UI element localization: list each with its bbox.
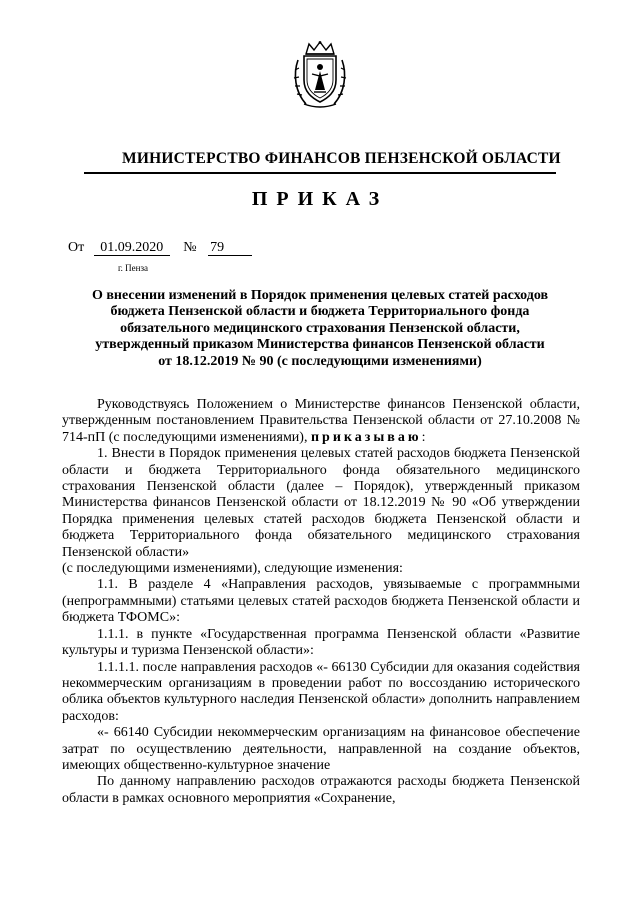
order-city: г. Пенза: [118, 263, 149, 273]
order-number-label: №: [183, 240, 197, 255]
header-divider: [84, 172, 556, 174]
heading-line: бюджета Пензенской области и бюджета Территориального фонда: [110, 304, 530, 320]
paragraph-item-1-1: 1.1. В разделе 4 «Направления расходов, увязываемые с программными (непрограммными) статьями целевых статей расходов бюджета Пензенской области и бюджета ТФОМС»:: [62, 577, 580, 626]
coat-of-arms-icon: [292, 40, 348, 110]
order-body: [62, 397, 580, 807]
paragraph-continuation: По данному направлению расходов отражаются расходы бюджета Пензенской области в рамках основного мероприятия «Сохранение,: [62, 774, 580, 806]
paragraph-item-1-1-1-1: 1.1.1.1. после направления расходов «- 66130 Субсидии для оказания содействия некоммерческим организациям в проведении работ по воссозданию исторического облика объектов культурного наследия Пензенской области» дополнить направлением расходов:: [62, 659, 580, 724]
heading-line: обязательного медицинского страхования Пензенской области,: [120, 320, 520, 336]
order-from-label: От: [68, 240, 85, 255]
heading-line: О внесении изменений в Порядок применения целевых статей расходов: [91, 288, 549, 303]
preamble-end: :: [421, 429, 426, 445]
document-title: ПРИКАЗ: [251, 188, 389, 210]
order-date: 01.09.2020: [94, 240, 170, 256]
order-heading: [60, 288, 580, 370]
order-number: 79: [208, 240, 252, 256]
paragraph-item-1: 1. Внести в Порядок применения целевых статей расходов бюджета Пензенской области и бюджета Территориального фонда обязательного медицинского страхования Пензенской области (далее – Порядок), утвержденный приказом Министерства финансов Пензенской области от 18.12.2019 № 90 «Об утверждении Порядка применения целевых статей расходов бюджета Пензенской области и бюджета Территориального фонда обязательного медицинского страхования Пензенской области»: [62, 446, 580, 560]
paragraph-quote: «- 66140 Субсидии некоммерческим организациям на финансовое обеспечение затрат по осуществлению деятельности, направленной на создание объектов, имеющих общественно-культурное значение: [62, 725, 580, 773]
ministry-name: МИНИСТЕРСТВО ФИНАНСОВ ПЕНЗЕНСКОЙ ОБЛАСТИ: [122, 150, 561, 167]
heading-line: от 18.12.2019 № 90 (с последующими изменениями): [158, 353, 482, 369]
order-word: приказываю: [310, 429, 422, 445]
paragraph-preamble: [62, 397, 580, 446]
order-meta: [68, 240, 252, 256]
preamble-text: Руководствуясь Положением о Министерстве финансов Пензенской области, утвержденным постановлением Правительства Пензенской области от 27.10.2008 № 714-пП (с последующими изменениями),: [62, 397, 580, 445]
heading-line: утвержденный приказом Министерства финансов Пензенской области: [95, 337, 545, 353]
paragraph-item-1-1-1: 1.1.1. в пункте «Государственная программа Пензенской области «Развитие культуры и туризма Пензенской области»:: [62, 626, 580, 659]
paragraph-item-1-tail: (с последующими изменениями), следующие изменения:: [62, 561, 403, 577]
